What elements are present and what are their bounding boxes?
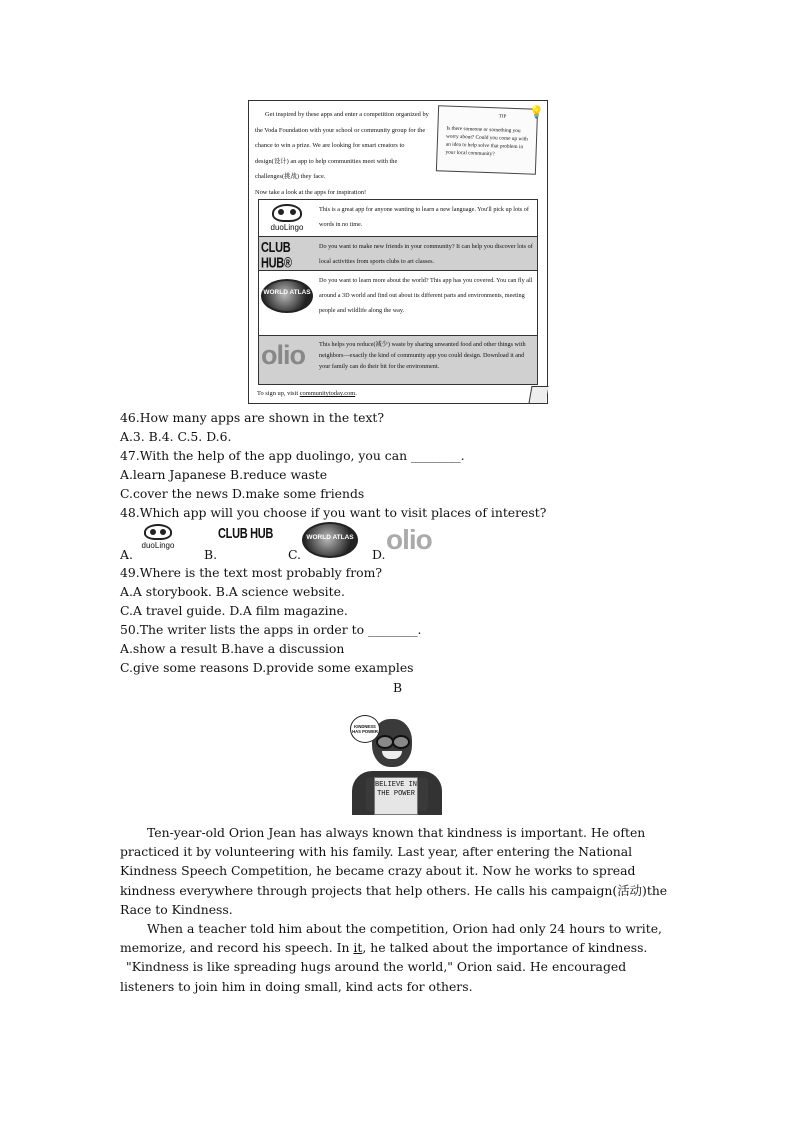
question-46-options: A.3. B.4. C.5. D.6. xyxy=(120,429,232,444)
speech-bubble: KINDNESS HAS POWER xyxy=(350,715,380,743)
option-b-letter: B. xyxy=(204,547,218,562)
duolingo-logo-text: duoLingo xyxy=(270,223,304,232)
glasses-icon xyxy=(376,735,410,745)
poster-intro-text: Get inspired by these apps and enter a competition organized by the Voda Foundation with your school or community group for the chance to win a prize. We are looking for smart creators to design(设计) an app to help communities meet with the challenges(挑战) they face. xyxy=(255,111,429,180)
poster-intro xyxy=(255,107,431,200)
option-d-olio-logo: olio xyxy=(386,524,432,555)
question-50-options-1: A.show a result B.have a discussion xyxy=(120,641,345,656)
question-47: 47.With the help of the app duolingo, you can ________. xyxy=(120,448,465,463)
clubhub-description: Do you want to make new friends in your community? It can help you discover lots of local activities from sports clubs to art classes. xyxy=(319,243,533,265)
poster-look-text: Now take a look at the apps for inspiration! xyxy=(255,188,367,196)
lightbulb-icon: 💡 xyxy=(529,105,544,119)
app-row-clubhub xyxy=(259,237,537,271)
passage-p2-part-a: When a teacher told him about the competition, Orion had only 24 hours to write, memorize, and record his speech. In xyxy=(120,921,662,956)
passage-p2-it: it xyxy=(353,940,363,956)
clubhub-logo xyxy=(259,237,315,270)
reading-passage-b xyxy=(120,823,680,996)
question-49: 49.Where is the text most probably from? xyxy=(120,565,382,580)
believe-sign: BELIEVE IN THE POWER xyxy=(374,777,418,815)
owl-icon xyxy=(272,204,302,222)
passage-paragraph-1: Ten-year-old Orion Jean has always known that kindness is important. He often practiced it by volunteering with his family. Last year, after entering the National Kindness Speech Competition, he became crazy about it. Now he works to spread kindness everywhere through projects that help others. He calls his campaign(活动)the Race to Kindness. xyxy=(120,825,668,917)
signup-link[interactable]: communitytoday.com xyxy=(299,390,356,397)
app-list xyxy=(258,199,538,385)
option-c-letter: C. xyxy=(288,547,301,562)
question-47-options-2: C.cover the news D.make some friends xyxy=(120,486,365,501)
passage-paragraph-2 xyxy=(120,919,680,957)
option-d-letter: D. xyxy=(372,547,386,562)
olio-logo-text: olio xyxy=(261,340,305,370)
question-49-options-2: C.A travel guide. D.A film magazine. xyxy=(120,603,348,618)
app-row-olio xyxy=(259,336,537,384)
clubhub-logo-text: CLUB HUB® xyxy=(261,240,292,272)
owl-icon xyxy=(144,524,172,540)
passage-p2-part-b: , he talked about the importance of kindness. xyxy=(362,940,648,956)
signup-prefix: To sign up, visit xyxy=(257,390,300,397)
right-hand xyxy=(418,777,428,811)
tip-note-tab: TIP xyxy=(498,114,507,120)
option-c-logo-text: WORLD ATLAS xyxy=(306,534,354,541)
worldatlas-logo xyxy=(259,271,315,335)
orion-photo xyxy=(348,711,444,815)
question-46: 46.How many apps are shown in the text? xyxy=(120,410,385,425)
option-a-duolingo-logo xyxy=(136,522,180,558)
tip-note xyxy=(436,105,538,174)
page-curl xyxy=(529,386,549,403)
globe-icon xyxy=(261,279,313,313)
signup-suffix: . xyxy=(355,390,357,397)
olio-description: This helps you reduce(减少) waste by sharing unwanted food and other things with neighbors—exactly the kind of community app you could design. Download it and your family can do their bit for the environment. xyxy=(319,341,526,370)
app-poster xyxy=(248,100,548,404)
question-48-options xyxy=(120,522,450,562)
option-a-logo-text: duoLingo xyxy=(141,541,175,550)
signup-line xyxy=(257,390,357,397)
worldatlas-description: Do you want to learn more about the world? This app has you covered. You can fly all around a 3D world and find out about its different parts and environments, meeting people and wildlife along the way. xyxy=(319,277,533,314)
question-49-options-1: A.A storybook. B.A science website. xyxy=(120,584,345,599)
option-b-clubhub-logo: CLUB HUB xyxy=(218,526,274,542)
question-47-options-1: A.learn Japanese B.reduce waste xyxy=(120,467,328,482)
duolingo-description: This is a great app for anyone wanting to learn a new language. You'll pick up lots of words in no time. xyxy=(319,206,529,228)
olio-logo xyxy=(259,336,315,384)
duolingo-logo xyxy=(259,200,315,236)
worldatlas-logo-text: WORLD ATLAS xyxy=(263,289,311,296)
question-50: 50.The writer lists the apps in order to ________. xyxy=(120,622,422,637)
section-b-heading: B xyxy=(393,680,403,695)
option-c-worldatlas-logo xyxy=(302,522,358,558)
question-48: 48.Which app will you choose if you want to visit places of interest? xyxy=(120,505,547,520)
app-row-duolingo xyxy=(259,200,537,237)
question-50-options-2: C.give some reasons D.provide some examples xyxy=(120,660,414,675)
tip-note-text: Is there someone or something you worry about? Could you come up with an idea to help solve that problem in your local community? xyxy=(445,125,528,158)
app-row-worldatlas xyxy=(259,271,537,336)
option-a-letter: A. xyxy=(120,547,133,562)
passage-paragraph-3: "Kindness is like spreading hugs around the world," Orion said. He encouraged listeners to join him in doing small, kind acts for others. xyxy=(120,959,627,994)
